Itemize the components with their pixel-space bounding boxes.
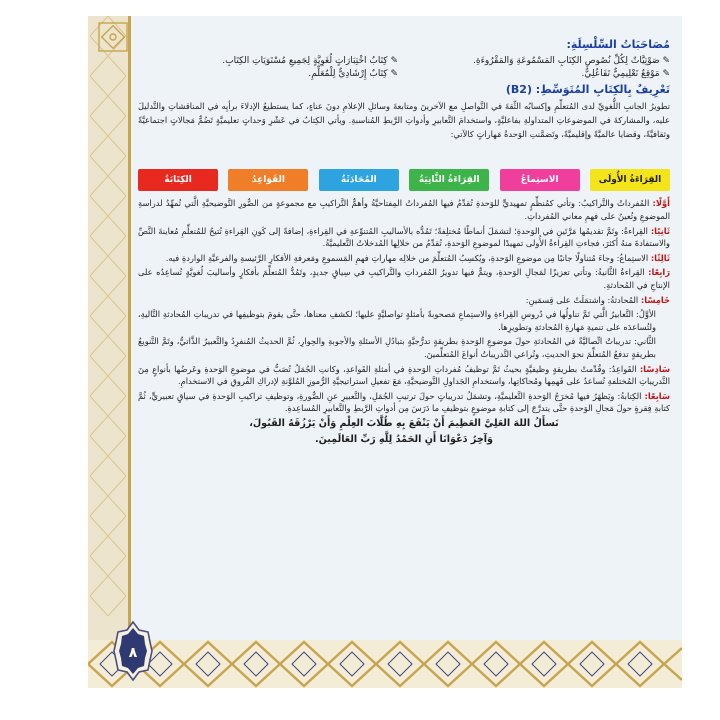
pencil-icon: ✎ bbox=[387, 56, 398, 66]
definition-paragraph: تطويرُ الجانبِ اللُّغويِّ لدى المُتعلِّمِ وإكسابُه الثِّقةَ في التَّواصلِ مع الآخرينَ ومتابعةَ وسائلِ الإعلامِ دونَ عناءٍ، كما يستطيعُ الإدلاءَ برأيِه في المناقشاتِ والتَّدليلَ عليه، والمشاركةَ في الموضوعاتِ المتداولةِ بفاعليَّةٍ، واستخدامَ التَّعابيرِ وأدواتِ الرَّبطِ المُناسبةِ. ويأتي الكِتابُ في عَشْرِ وَحداتٍ تعليميَّةٍ تَضُمُّ مَجالاتٍ اجتماعيَّةً وثقافيَّةً، وقضايا عالميَّةً وإقليميَّةً، وتَضمَّنتِ الوَحدةُ مَهاراتٍ كالآتي: bbox=[138, 101, 670, 139]
section-item: سَابِعًا: الكِتابةُ: ويَظهَرُ فيها مُخرَجُ الوَحدةِ التَّعليميَّةِ، وتشمَلُ تدريباتٍ حولَ ترتيبِ الجُمَلِ، والتَّعبيرِ عنِ الصُّورةِ، وتوظيفِ تراكيبِ الوَحدةِ في سياقٍ تعبيريٍّ، ثُمَّ كتابةِ فِقرةٍ حولَ مَجالِ الوَحدةِ حتَّى يتدرَّجَ إلى كتابةِ موضوعٍ بتوظيفِ ما دَرَسَ مِن أدواتِ الرَّبطِ والتَّعابيرِ المُساعِدةِ. bbox=[138, 390, 671, 414]
accompaniments-heading: مُصَاحَبَاتُ السِّلْسِلَةِ: bbox=[566, 38, 670, 51]
corner-ornament-icon bbox=[96, 20, 130, 54]
section-item: خَامِسًا: المُحادثةُ: واشتمَلَتْ على قِسمَينِ: bbox=[525, 294, 670, 305]
section-item: رَابِعًا: القِراءةُ الثَّانيةُ: وتأتي تعزيزًا لمَجالِ الوَحدةِ، ويتمُّ فيها تدويرُ المُفرداتِ والتَّراكيبِ في سِياقٍ جديدٍ، وتَمُدُّ المُتعلِّمَ بأفكارٍ وأساليبَ لُغويَّةٍ تُساعِدُه على الإنتاجِ في المُحادثةِ. bbox=[138, 267, 671, 290]
page-number-badge bbox=[112, 620, 154, 682]
definition-heading: تَعْرِيفٌ بِالكِتَابِ المُتَوَسِّطِ: (B2) bbox=[505, 83, 670, 96]
pencil-icon: ✎ bbox=[387, 69, 398, 79]
skill-first-reading: القِرَاءَةُ الأُولَى bbox=[590, 169, 670, 191]
conversation-part: الثَّاني: تدريباتٌ اتِّصاليَّةٌ في المُحادثةِ حولَ موضوعِ الوَحدةِ بطريقةٍ تدرُّجيَّةٍ بتبادُلِ الأسئلةِ والأجوبةِ والحِوارِ، ثُمَّ الحديثُ المُنفرِدُ والتَّعبيرُ الذَّاتيُّ، وتَمَّ التَّنويعُ بطريقةٍ تدفعُ المُتعلِّمَ نحوَ الحديثِ، وتُراعي التَّدريباتُ أنواعَ المُتعلِّمينَ. bbox=[138, 336, 656, 359]
accompaniments-list bbox=[138, 55, 670, 81]
skill-second-reading: القِرَاءَةُ الثَّانِيَةُ bbox=[409, 169, 489, 191]
gold-divider-rod bbox=[128, 16, 131, 688]
section-item: ثَانِيًا: القِراءةُ: وتَمَّ تقديمُها مَرَّتَينِ في الوَحدةِ؛ لتشمَلَ أنماطًا مُختلِفةً؛ تَمُدُّه بالأساليبِ المُتنوِّعةِ في القِراءةِ، إضافةً إلى كَونِ القِراءةِ تُتيحُ للمُتعلِّمِ مُعاينةَ النَّصِّ والاستفادةَ منهُ أكثرَ، فجاءتِ القِراءةُ الأُولى تمهيدًا لموضوعِ الوَحدةِ، تُقدِّمُ من خلالِها المُدخلاتُ التَّعليميَّةُ. bbox=[138, 225, 671, 249]
list-item: ✎ صَوْتِيَّاتٌ لِكُلِّ نُصُوصِ الكِتَابِ المَسْمُوعَةِ وَالمَقْرُوءَةِ. bbox=[473, 56, 670, 66]
border-pattern bbox=[90, 16, 126, 616]
list-item: ✎ مَوْقِعٌ تَعْلِيمِيٌّ تَفَاعُلِيٌّ. bbox=[581, 69, 670, 79]
main-content bbox=[138, 38, 670, 447]
conversation-part: الأوَّلُ: التَّعابيرُ الَّتي تَمَّ تناولُها في دُروسِ القِراءةِ والاستِماعِ مَصحوبةً بأمثلةٍ تواصليَّةٍ عليها؛ لكشفِ معناها، حتَّى يقومَ بتوظيفِها في تدريباتِ المُحادثةِ التَّاليةِ، ولتُساعدَه على تنميةِ مَهارةِ المُحادثةِ وتطويرِها. bbox=[138, 309, 656, 332]
section-item: ثَالِثًا: الاستِماعُ: وجاءَ مُتناولًا جانبًا مِن موضوعِ الوَحدةِ، ويُكسِبُ المُتعلِّمَ من خلالِه مهاراتِ فهمِ المَسموعِ ومَعرفةِ الأفكارِ الرَّئيسةِ والفرعيَّةِ الواردةِ فيه. bbox=[165, 252, 670, 263]
pencil-icon: ✎ bbox=[659, 69, 670, 79]
skill-writing: الكِتَابَةُ bbox=[138, 169, 218, 191]
list-item: ✎ كِتَابُ اخْتِبَارَاتٍ لُغَوِيَّةٍ لِجَمِيعِ مُسْتَوَيَاتِ الكِتَابِ. bbox=[222, 56, 398, 66]
skills-bar-row bbox=[138, 169, 670, 191]
skill-grammar: القَوَاعِدُ bbox=[228, 169, 308, 191]
closing-prayer-line: وَآخِرُ دَعْوَانَا أَنِ الحَمْدُ لِلَّهِ رَبِّ العَالَمِينَ. bbox=[314, 433, 494, 445]
skill-listening: الاستِماعُ bbox=[500, 169, 580, 191]
page-number: ٨ bbox=[128, 645, 138, 661]
list-item: ✎ كِتَابٌ إِرْشَادِيٌّ لِلْمُعَلِّمِ. bbox=[308, 69, 398, 79]
pencil-icon: ✎ bbox=[659, 56, 670, 66]
section-item: سَادِسًا: القَواعِدُ: وقُدِّمتْ بطريقةٍ وظيفيَّةٍ بحيثُ تَمَّ توظيفُ مُفرداتِ الوَحدةِ في أمثلةِ القَواعدِ، وكانتِ الجُمَلُ تُصَبُّ في موضوعِ الوَحدةِ وعَرضُها بأنواعٍ مِنَ التَّدريباتِ المُختلفةِ تُساعدُ على فَهمِها ومُحاكاتِها، واستخدامِ الجَداولِ التَّوضيحيَّةِ، مَعَ تفعيلِ استراتيجيَّةِ الرُّموزِ المُلوَّنةِ لإدراكِ الفُروقِ في الاستخدامِ. bbox=[138, 363, 670, 387]
bottom-geometric-pattern bbox=[88, 640, 682, 688]
closing-prayer-line: نَسأَلُ اللهَ العَلِيَّ العَظِيمَ أَنْ يَنْفَعَ بِهِ طُلَّابَ العِلْمِ وَأَنْ يَرْزُقَهُ القَبُولَ، bbox=[249, 417, 559, 429]
skill-conversation: المُحَادَثَةُ bbox=[319, 169, 399, 191]
section-item: أَوَّلًا: المُفرداتُ والتَّراكيبُ: وتأتي كمُنظِّمٍ تمهيديٍّ للوَحدةِ تُقدِّمُ فيها المُفرداتُ المِفتاحيَّةُ وأهمُّ التَّراكيبِ مع مجموعةٍ من الصُّورِ التَّوضيحيَّةِ الَّتي تُمهِّدُ لدراسةِ الموضوعِ وتُعينُ على فهمِ معاني المُفرداتِ. bbox=[138, 198, 671, 221]
